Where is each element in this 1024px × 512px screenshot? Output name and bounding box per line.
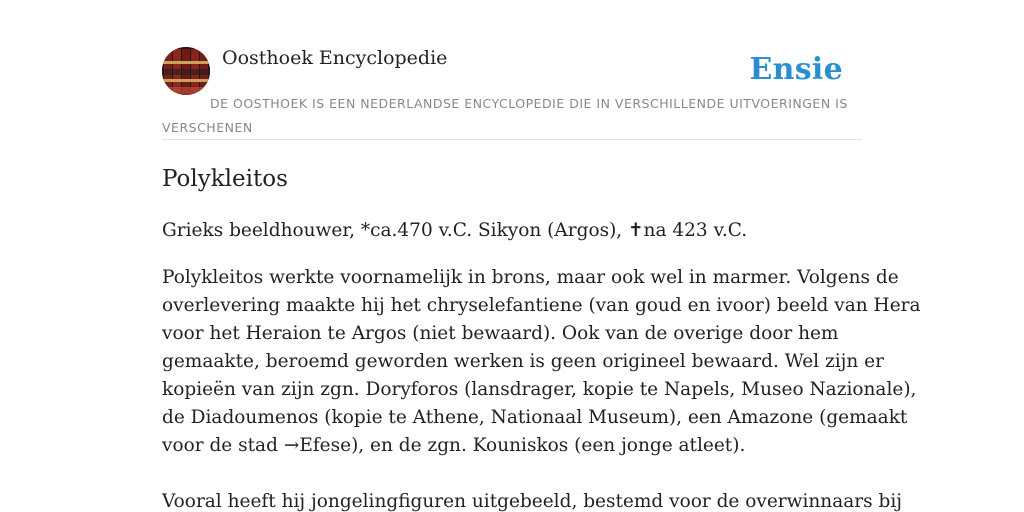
article-paragraph-2	[162, 488, 902, 512]
efese-link-label: Efese	[299, 435, 352, 456]
article-paragraph-1	[162, 264, 921, 460]
brand-logo[interactable]: Ensie	[749, 52, 843, 87]
efese-link[interactable]	[284, 435, 351, 456]
article	[162, 163, 921, 512]
site-header	[162, 44, 862, 140]
paragraph-line	[162, 432, 862, 460]
line-text-before: voor de stad	[162, 435, 284, 456]
article-subtitle: Grieks beeldhouwer, *ca.470 v.C. Sikyon (Argos), ✝na 423 v.C.	[162, 220, 748, 241]
article-title: Polykleitos	[162, 166, 288, 192]
encyclopedia-books-icon[interactable]	[162, 47, 210, 95]
site-title[interactable]: Oosthoek Encyclopedie	[222, 47, 448, 69]
avatar-image	[162, 47, 210, 95]
content-container	[162, 44, 921, 512]
paragraph-line: gemaakte, beroemd geworden werken is geen origineel bewaard. Wel zijn er	[162, 351, 884, 372]
arrow-right-icon: →	[283, 435, 300, 456]
paragraph-line: Vooral heeft hij jongelingfiguren uitgebeeld, bestemd voor de overwinnaars bij	[162, 491, 902, 512]
paragraph-line: de Diadoumenos (kopie te Athene, Nationaal Museum), een Amazone (gemaakt	[162, 407, 908, 428]
paragraph-line: voor het Heraion te Argos (niet bewaard). Ook van de overige door hem	[162, 323, 839, 344]
paragraph-line: overlevering maakte hij het chryselefantiene (van goud en ivoor) beeld van Hera	[162, 295, 921, 316]
paragraph-line: kopieën van zijn zgn. Doryforos (lansdrager, kopie te Napels, Museo Nazionale),	[162, 379, 917, 400]
line-text-after: ), en de zgn. Kouniskos (een jonge atleet).	[351, 435, 746, 456]
paragraph-line: Polykleitos werkte voornamelijk in brons, maar ook wel in marmer. Volgens de	[162, 267, 899, 288]
site-tagline: DE OOSTHOEK IS EEN NEDERLANDSE ENCYCLOPEDIE DIE IN VERSCHILLENDE UITVOERINGEN IS VERSCHENEN	[162, 96, 848, 135]
